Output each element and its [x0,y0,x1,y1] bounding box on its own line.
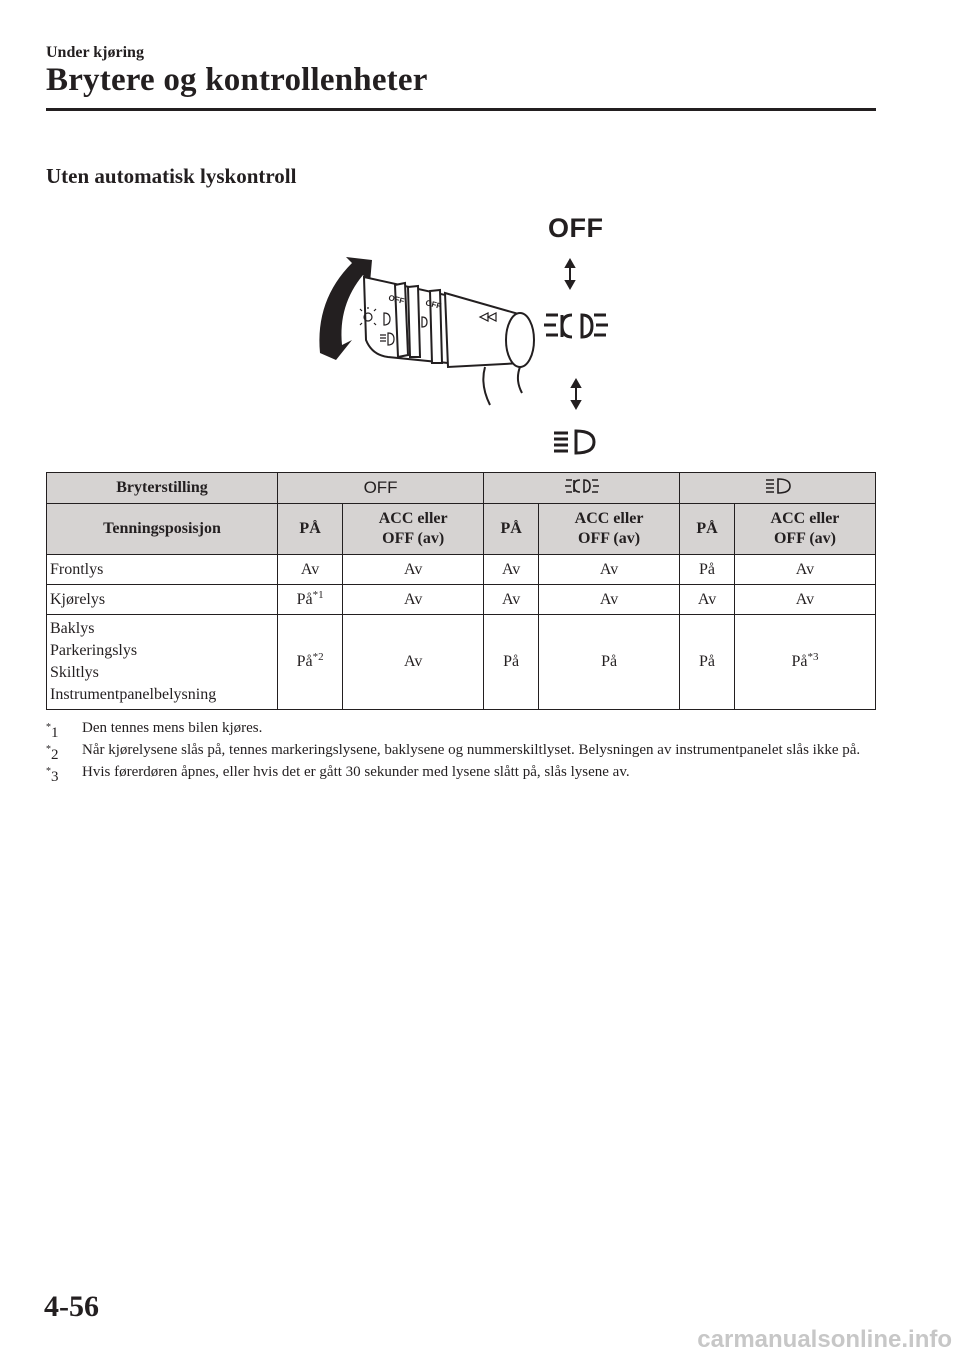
row-label-rear-lights: Baklys Parkeringslys Skiltlys Instrumentpanelbelysning [47,615,278,710]
ignition-on-1: PÅ [278,504,343,555]
table-cell: Av [343,585,484,615]
ignition-position-header: Tenningsposisjon [47,504,278,555]
column-parking-light [484,473,680,504]
table-cell: Av [484,555,539,585]
low-beam-headlight-icon [554,431,594,453]
off-column-label: OFF [363,478,398,497]
row-label-headlights: Frontlys [47,555,278,585]
footnote-1: *1 Den tennes mens bilen kjøres. [46,720,263,741]
low-beam-headlight-icon [765,478,791,494]
column-off [278,473,484,504]
ignition-acc-2: ACC eller OFF (av) [539,504,680,555]
ignition-on-2: PÅ [484,504,539,555]
row-label-daytime-lights: Kjørelys [47,585,278,615]
page-title: Brytere og kontrollenheter [46,62,428,98]
section-title: Uten automatisk lyskontroll [46,164,297,188]
table-cell: Av [680,585,735,615]
column-low-beam [680,473,876,504]
table-cell: Av [484,585,539,615]
ignition-on-3: PÅ [680,504,735,555]
table-cell: Av [734,585,875,615]
table-cell: Av [539,555,680,585]
table-cell: Av [539,585,680,615]
table-cell: Av [734,555,875,585]
watermark: carmanualsonline.info [697,1326,952,1353]
parking-light-icon [544,315,608,337]
ignition-header-row [47,504,876,555]
table-cell: På [484,615,539,710]
table-cell: $På^{*2}$ [278,615,343,710]
footnote-3: *3 Hvis førerdøren åpnes, eller hvis det er gått 30 sekunder med lysene slått på, slås lysene av. [46,764,630,785]
off-position-label: OFF [548,213,604,243]
light-status-table [46,472,876,710]
title-rule [46,108,876,111]
table-cell: På [539,615,680,710]
parking-light-icon [565,478,599,494]
switch-position-header: Bryterstilling [47,473,278,504]
page-number: 4-56 [44,1290,99,1323]
table-cell: På [680,555,735,585]
stalk-off-label-1: OFF [387,293,406,306]
table-row [47,615,876,710]
table-row [47,555,876,585]
table-header-row [47,473,876,504]
ignition-acc-1: ACC eller OFF (av) [343,504,484,555]
footnote-2: *2 Når kjørelysene slås på, tennes markeringslysene, baklysene og nummerskiltlyset. Belysningen av instrumentpanelet slås ikke på. [46,742,861,763]
position-arrows [566,260,580,408]
ignition-acc-3: ACC eller OFF (av) [734,504,875,555]
stalk-off-label-2: OFF [424,298,443,311]
table-cell: $På^{*3}$ [734,615,875,710]
table-cell: Av [278,555,343,585]
footnotes [46,717,876,783]
table-cell: Av [343,555,484,585]
table-row [47,585,876,615]
table-cell: På [680,615,735,710]
chapter-label: Under kjøring [46,44,144,61]
table-cell: Av [343,615,484,710]
table-cell: $På^{*1}$ [278,585,343,615]
